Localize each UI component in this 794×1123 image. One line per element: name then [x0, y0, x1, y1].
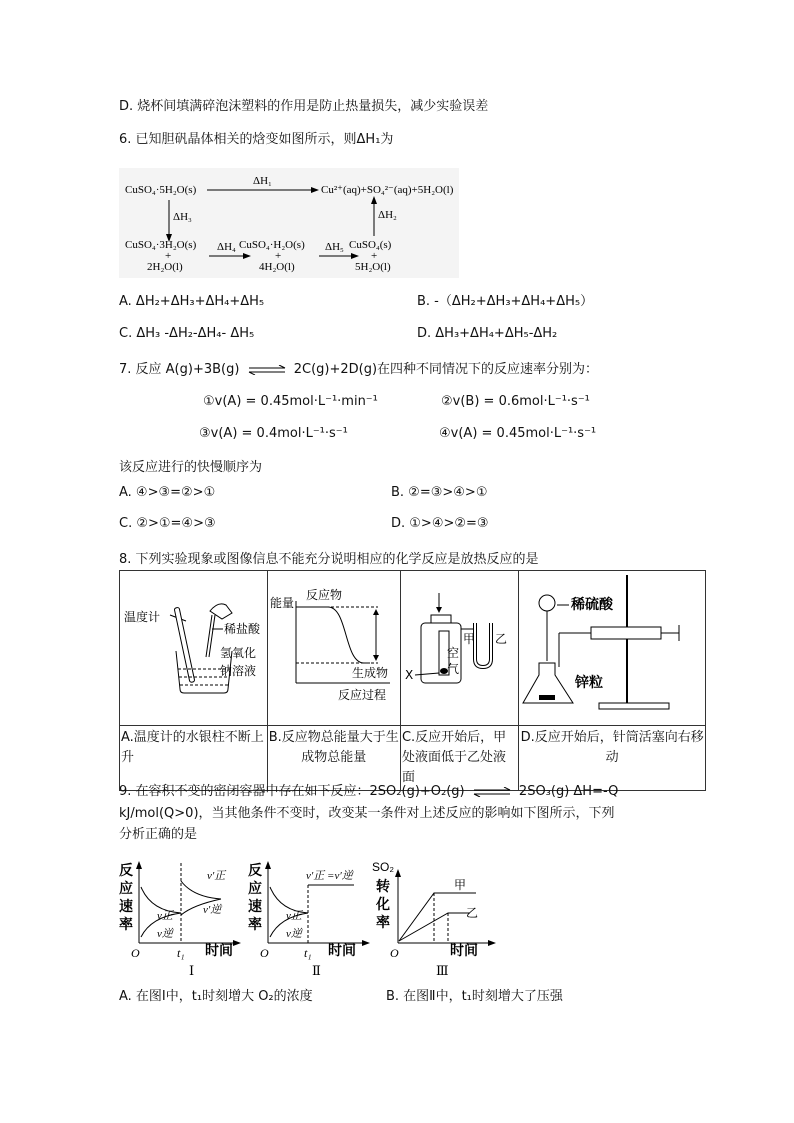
q9-graph-2: [246, 857, 371, 979]
q9-line-1: [119, 783, 618, 801]
g3-yi-label: 乙: [466, 906, 479, 920]
g1-xlabel: 时间: [205, 942, 233, 958]
q8-figure-c-cell: [400, 571, 518, 726]
q7-question: 该反应进行的快慢顺序为: [119, 460, 263, 475]
g2-t1: t₁: [304, 946, 312, 960]
q6-b3: CuSO₄(s): [349, 239, 392, 251]
q8-d-acid-label: 稀硫酸: [571, 597, 614, 613]
q8-b-process-label: 反应过程: [337, 688, 386, 702]
q5-option-d: D. 烧杯间填满碎泡沫塑料的作用是防止热量损失，减少实验误差: [119, 99, 489, 114]
q6-b1-plus: +: [165, 250, 172, 262]
g1-v-forward: v正: [157, 910, 173, 922]
q6-b1: CuSO₄·3H₂O(s): [125, 239, 197, 251]
q6-top-right: Cu²⁺(aq)+SO₄²⁻(aq)+5H₂O(l): [321, 184, 454, 196]
g3-origin: O: [390, 946, 399, 960]
g2-xlabel: 时间: [328, 942, 356, 958]
g3-roman: Ⅲ: [436, 963, 449, 978]
g3-jia-label: 甲: [454, 878, 467, 892]
g3-ylabel-3: 率: [376, 914, 390, 930]
q8-b-reactant-label: 反应物: [305, 588, 342, 602]
q8-stem: 8. 下列实验现象或图像信息不能充分说明相应的化学反应是放热反应的是: [119, 552, 539, 567]
q8-figure-d: [519, 571, 704, 721]
q8-figure-b-cell: [267, 571, 400, 726]
q6-top-left: CuSO₄·5H₂O(s): [125, 184, 197, 196]
q8-b-energy-label: 能量: [269, 596, 294, 610]
q8-a-thermometer-label: 温度计: [124, 610, 161, 624]
q8-experiment-table: [119, 570, 706, 791]
g3-xlabel: 时间: [450, 942, 478, 958]
q7-stem: [119, 361, 598, 379]
q9-line-2: kJ/mol(Q>0)，当其他条件不变时，改变某一条件对上述反应的影响如下图所示，下列: [119, 806, 615, 821]
q8-figure-d-cell: [519, 571, 706, 726]
g1-v-reverse-new: v′逆: [203, 904, 222, 916]
g2-ylabel-4: 率: [248, 916, 262, 932]
q7-rate-3: ③v(A) = 0.4mol·L⁻¹·s⁻¹: [199, 426, 348, 441]
g1-t1: t₁: [177, 946, 185, 960]
q6-dh2: ΔH₂: [378, 209, 397, 221]
q8-c-x-label: X: [404, 668, 414, 682]
g3-ylabel-1: 转: [376, 878, 390, 894]
q9-option-a: A. 在图Ⅰ中，t₁时刻增大 O₂的浓度: [119, 989, 313, 1004]
q9-line-1-text: 9. 在容积不变的密闭容器中存在如下反应：2SO₂(g)+O₂(g): [119, 784, 465, 799]
q7-rate-1: ①v(A) = 0.45mol·L⁻¹·min⁻¹: [203, 394, 378, 409]
q8-caption-a: A.温度计的水银柱不断上升: [120, 726, 268, 791]
q9-line-1-tail: 2SO₃(g) ΔH=-Q: [518, 784, 619, 799]
q8-d-zinc-label: 锌粒: [575, 675, 604, 691]
q7-stem-pre: 7. 反应 A(g)+3B(g): [119, 362, 240, 377]
q7-option-b: B. ②=③>④>①: [391, 485, 488, 500]
g2-v-reverse: v逆: [286, 928, 302, 940]
g2-origin: O: [260, 946, 269, 960]
g3-ylabel-2: 化: [376, 896, 390, 912]
q9-graph-3: [372, 857, 497, 979]
g1-ylabel-1: 反: [119, 862, 133, 878]
g1-roman: Ⅰ: [189, 963, 195, 978]
q6-option-a: A. ΔH₂+ΔH₃+ΔH₄+ΔH₅: [119, 294, 265, 309]
q9-option-b: B. 在图Ⅱ中，t₁时刻增大了压强: [386, 989, 563, 1004]
g2-ylabel-2: 应: [248, 880, 262, 896]
q8-figure-b: [268, 571, 400, 721]
q6-dh1: ΔH₁: [253, 175, 272, 187]
q7-stem-post: 2C(g)+2D(g)在四种不同情况下的反应速率分别为：: [293, 362, 599, 377]
q8-c-jia-label: 甲: [462, 632, 475, 646]
q7-rate-4: ④v(A) = 0.45mol·L⁻¹·s⁻¹: [439, 426, 597, 441]
g3-ylabel-0: SO₂: [372, 860, 394, 874]
equilibrium-arrow-icon: [472, 787, 512, 797]
q8-a-naoh-label-1: 氢氧化: [220, 646, 257, 660]
g1-v-reverse: v逆: [157, 928, 173, 940]
q8-c-yi-label: 乙: [494, 632, 507, 646]
q8-caption-b: B.反应物总能量大于生成物总能量: [267, 726, 400, 791]
q6-b2-water: 4H₂O(l): [259, 261, 295, 273]
equilibrium-arrow-icon: [247, 365, 287, 375]
g1-ylabel-4: 率: [119, 916, 133, 932]
q8-figure-c: [401, 571, 518, 721]
q6-stem: 6. 已知胆矾晶体相关的焓变如图所示，则ΔH₁为: [119, 132, 394, 147]
g2-v-forward: v正: [286, 910, 302, 922]
q6-b3-water: 5H₂O(l): [355, 261, 391, 273]
q8-figure-a: [120, 571, 266, 721]
q7-option-a: A. ④>③=②>①: [119, 485, 216, 500]
q6-enthalpy-diagram: [119, 168, 459, 278]
q6-b2-plus: +: [275, 250, 282, 262]
q6-b3-plus: +: [371, 250, 378, 262]
g2-v-equal-new: v′正 =v′逆: [306, 870, 353, 882]
q8-a-naoh-label-2: 钠溶液: [220, 664, 257, 678]
g2-ylabel-3: 速: [248, 898, 262, 914]
g1-ylabel-2: 应: [119, 880, 133, 896]
q8-b-product-label: 生成物: [351, 666, 388, 680]
q6-option-c: C. ΔH₃ -ΔH₂-ΔH₄- ΔH₅: [119, 326, 255, 341]
g1-origin: O: [131, 946, 140, 960]
q7-rate-2: ②v(B) = 0.6mol·L⁻¹·s⁻¹: [441, 394, 590, 409]
g2-roman: Ⅱ: [312, 963, 321, 978]
q9-line-3: 分析正确的是: [119, 827, 198, 842]
q6-dh3: ΔH₃: [173, 211, 192, 223]
q6-b1-water: 2H₂O(l): [147, 261, 183, 273]
g2-ylabel-1: 反: [248, 862, 262, 878]
q8-a-hcl-label: 稀盐酸: [224, 622, 261, 636]
q8-c-air-label-2: 气: [446, 662, 459, 676]
q6-option-d: D. ΔH₃+ΔH₄+ΔH₅-ΔH₂: [417, 326, 558, 341]
q8-caption-c: C.反应开始后，甲处液面低于乙处液面: [400, 726, 518, 791]
g1-ylabel-3: 速: [119, 898, 133, 914]
q8-caption-d: D.反应开始后，针筒活塞向右移动: [519, 726, 706, 791]
q6-dh4: ΔH₄: [217, 241, 236, 253]
q8-figure-a-cell: [120, 571, 268, 726]
q6-b2: CuSO₄·H₂O(s): [239, 239, 305, 251]
q7-option-c: C. ②>①=④>③: [119, 516, 216, 531]
q8-c-air-label-1: 空: [446, 646, 459, 660]
q7-option-d: D. ①>④>②=③: [391, 516, 489, 531]
q9-graph-1: [117, 857, 242, 979]
q6-dh5: ΔH₅: [325, 241, 344, 253]
q6-option-b: B. -（ΔH₂+ΔH₃+ΔH₄+ΔH₅）: [417, 294, 594, 309]
g1-v-forward-new: v′正: [207, 870, 226, 882]
